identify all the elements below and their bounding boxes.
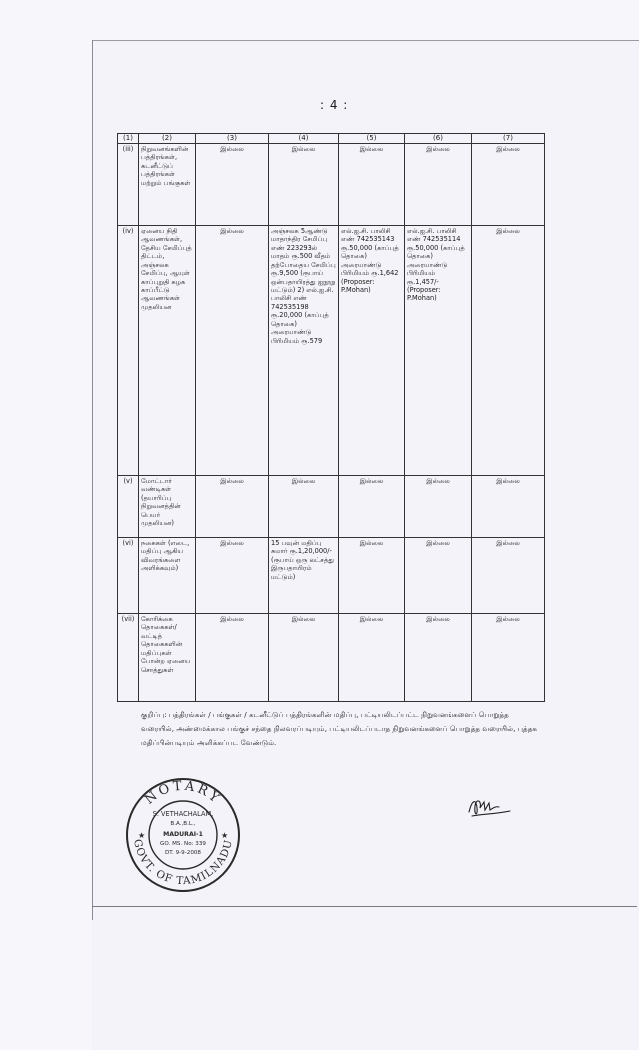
table-cell: இல்லை: [196, 143, 269, 225]
column-header: (6): [405, 134, 472, 144]
table-row: [118, 537, 545, 613]
row-description: கோரிக்கை தொகைகள்/ வட்டித் தொகைகளின் மதிப்புகள் போன்ற ஏனைய சொத்துகள்: [139, 613, 196, 701]
table-cell: இல்லை: [405, 143, 472, 225]
page-number: : 4 :: [320, 98, 349, 112]
table-cell: இல்லை: [196, 537, 269, 613]
signature: [466, 794, 512, 820]
assets-table: [117, 133, 545, 702]
table-cell: இல்லை: [339, 143, 405, 225]
seal-bottom-text: GOVT. OF TAMILNADU: [131, 838, 235, 888]
row-description: நகைகள் (எடை, மதிப்பு ஆகிய விவரங்களை அளிக்கவும்): [139, 537, 196, 613]
table-cell: எல்.ஐ.சி. பாலிசி எண் 742535114 ரூ.50,000 (காப்புத் தொகை) அரையாண்டு பிரிமியம் ரூ.1,457/- (Proposer: P.Mohan): [405, 225, 472, 475]
table-cell: இல்லை: [339, 475, 405, 537]
table-row: [118, 225, 545, 475]
seal-top-text: NOTARY: [142, 778, 224, 808]
column-header: (7): [472, 134, 545, 144]
seal-line: S. VETHACHALAM,: [152, 810, 214, 818]
table-row: [118, 475, 545, 537]
page-top-edge: [92, 40, 639, 41]
row-number: (vi): [118, 537, 139, 613]
row-description: நிறுவனங்களின் பத்திரங்கள், கடனீட்டுப் பத்திரங்கள் மற்றும் பங்குகள்: [139, 143, 196, 225]
seal-line: DT. 9-9-2008: [164, 850, 202, 856]
table-row: [118, 143, 545, 225]
table-cell: இல்லை: [472, 225, 545, 475]
table-cell: இல்லை: [339, 613, 405, 701]
svg-text:NOTARY: [142, 779, 224, 808]
table-cell: இல்லை: [405, 475, 472, 537]
seal-star-icon: ★: [138, 831, 146, 840]
column-header: (2): [139, 134, 196, 144]
table-cell: இல்லை: [472, 143, 545, 225]
note-paragraph: குறிப்பு: பத்திரங்கள் / பங்குகள் / கடனீட்டுப் பத்திரங்களின் மதிப்பு, பட்டியலிடப்பட்ட நிறுவனங்களைப் பொறுத்த வரையில், அண்மைக்கால பங்குச் சந்தை நிலவரப்படியும், பட்டியலிடப்படாத நிறுவனங்களைப் பொறுத்த வரையில், புத்தக மதிப்பின்படியும் அளிக்கப்பட வேண்டும்.: [141, 710, 538, 748]
row-number: (iv): [118, 225, 139, 475]
table-row: [118, 613, 545, 701]
column-header: (3): [196, 134, 269, 144]
table-cell: இல்லை: [472, 475, 545, 537]
row-number: (vii): [118, 613, 139, 701]
row-description: ஏனைய நிதி ஆவணங்கள், தேசிய சேமிப்புத் திட்டம், அஞ்சலக சேமிப்பு, ஆயுள் காப்புறுதி கழக காப்பீட்டு ஆவணங்கள் முதலியன: [139, 225, 196, 475]
table-cell: இல்லை: [472, 537, 545, 613]
table-cell: இல்லை: [339, 537, 405, 613]
row-number: (v): [118, 475, 139, 537]
table-cell: இல்லை: [472, 613, 545, 701]
column-header: (4): [269, 134, 339, 144]
table-cell: இல்லை: [269, 475, 339, 537]
table-cell: இல்லை: [196, 613, 269, 701]
table-cell: அஞ்சலக 5ஆண்டு மாதாந்திர சேமிப்பு எண் 223293ல் மாதம் ரூ.500 வீதம் தற்போதைய சேமிப்பு ரூ.9,500 (ரூபாய் ஒன்பதாயிரத்து ஐநூறு மட்டும்) 2) எல்.ஐ.சி. பாலிசி எண் 742535198 ரூ.20,000 (காப்புத் தொகை) அரையாண்டு பிரிமியம் ரூ.579: [269, 225, 339, 475]
table-cell: இல்லை: [405, 537, 472, 613]
table-cell: இல்லை: [196, 225, 269, 475]
table-cell: இல்லை: [405, 613, 472, 701]
seal-line: MADURAI-1: [163, 831, 203, 838]
seal-star-icon: ★: [221, 831, 229, 840]
table-cell: இல்லை: [269, 143, 339, 225]
row-description: மோட்டார் வண்டிகள் (தயாரிப்பு நிறுவனத்தின் பெயர் முதலியன): [139, 475, 196, 537]
table-cell: இல்லை: [269, 613, 339, 701]
page-bottom-rule: [92, 906, 637, 907]
row-number: (iii): [118, 143, 139, 225]
seal-line: GO. MS. No: 339: [160, 841, 206, 847]
column-header: (1): [118, 134, 139, 144]
seal-line: B.A.,B.L.,: [170, 821, 196, 827]
notary-seal: [124, 776, 242, 894]
page-left-margin: [92, 40, 93, 920]
table-cell: 15 பவுன் மதிப்பு சுமார் ரூ.1,20,000/- (ரூபாய் ஒரு லட்சத்து இருபதாயிரம் மட்டும்): [269, 537, 339, 613]
table-cell: எல்.ஐ.சி. பாலிசி எண் 742535143 ரூ.50,000 (காப்புத் தொகை) அரையாண்டு பிரிமியம் ரூ.1,642 (Proposer: P.Mohan): [339, 225, 405, 475]
table-cell: இல்லை: [196, 475, 269, 537]
column-header: (5): [339, 134, 405, 144]
table-header-row: [118, 134, 545, 144]
